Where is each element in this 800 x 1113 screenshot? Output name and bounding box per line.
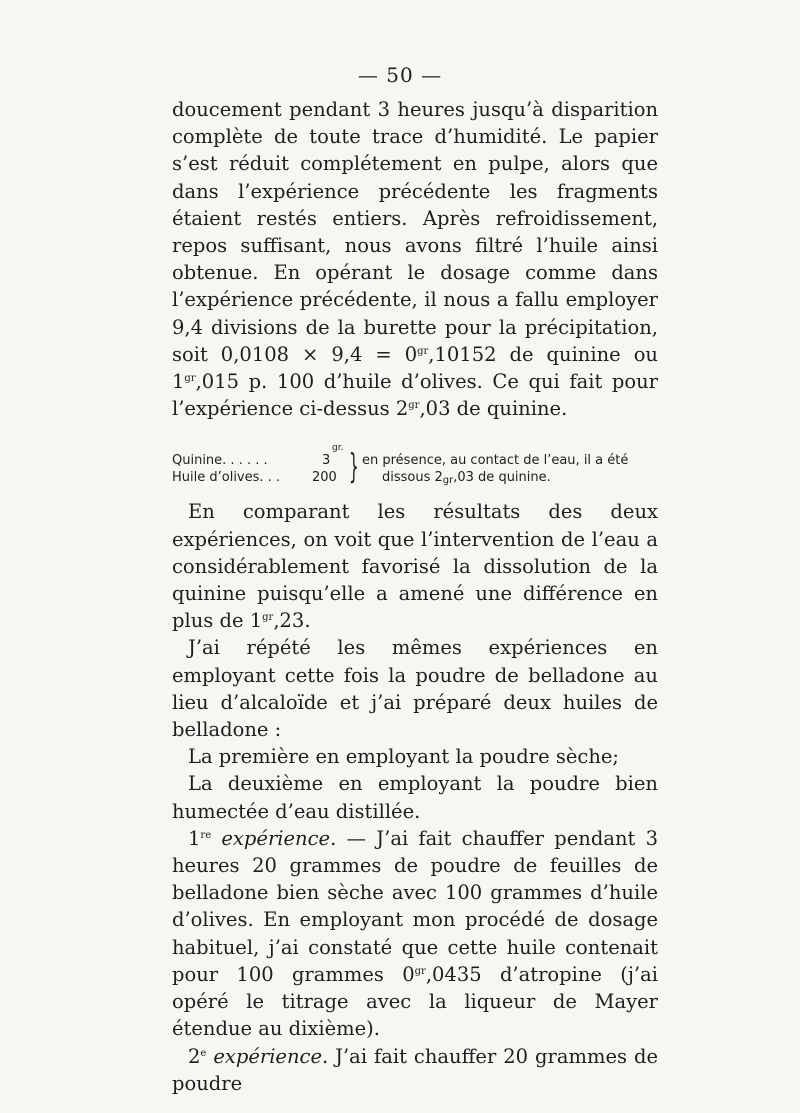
- ordinal-suffix: e: [200, 1047, 207, 1059]
- paragraph-6-text-b: ,0435 d’atropine (j’ai opéré le titrage avec la liqueur de Mayer étendue au dixième).: [172, 962, 658, 1041]
- paragraph-1: [172, 96, 658, 422]
- table-row-2-value: 200: [312, 470, 337, 486]
- paragraph-3: J’ai répété les mêmes expériences en employant cette fois la poudre de belladone au lieu d’alcaloïde et j’ai préparé deux huiles de belladone :: [172, 636, 658, 742]
- paragraph-4: La première en employant la poudre sèche;: [188, 745, 619, 769]
- unit-gr: gr: [414, 965, 426, 977]
- table-note-line-2: [382, 469, 551, 486]
- paragraph-2-text-b: ,23.: [273, 609, 311, 633]
- paragraph-6-text-a: — J’ai fait chauffer pendant 3 heures 20 grammes de poudre de feuilles de belladone bien sèche avec 100 grammes d’huile d’olives. En employant mon procédé de dosage habituel, j’ai constaté que cette huile contenait pour 100 grammes 0: [172, 826, 658, 986]
- experiment-number: 1: [188, 826, 201, 850]
- paragraph-1-text-a: doucement pendant 3 heures jusqu’à disparition complète de toute trace d’humidité. Le papier s’est réduit complétement en pulpe, alors que dans l’expérience précédente les fragments étaient restés entiers. Après refroidissement, repos suffisant, nous avons filtré l’huile ainsi obtenue. En opérant le dosage comme dans l’expérience précédente, il nous a fallu employer 9,4 divisions de la burette pour la précipitation, soit 0,0108 × 9,4 = 0: [172, 98, 658, 366]
- table-row-2-label: Huile d’olives. . .: [172, 470, 281, 486]
- paragraph-5: La deuxième en employant la poudre bien humectée d’eau distillée.: [172, 772, 658, 823]
- page-number: — 50 —: [357, 63, 443, 87]
- paragraph-7: [172, 1043, 658, 1097]
- table-row-1-value: 3: [322, 453, 331, 469]
- unit-gr: gr: [408, 400, 420, 412]
- unit-gr: gr: [417, 345, 429, 357]
- table-unit: gr.: [332, 443, 344, 454]
- note-text-a: dissous 2: [382, 470, 443, 486]
- paragraph-7-text: J’ai fait chauffer 20 grammes de poudre: [172, 1044, 658, 1095]
- experiment-label: expérience.: [221, 826, 337, 850]
- note-text-b: ,03 de quinine.: [453, 470, 551, 486]
- composition-table: [172, 440, 658, 498]
- table-note-line-1: en présence, au contact de l’eau, il a été: [362, 453, 629, 469]
- unit-gr: gr: [262, 612, 274, 624]
- body-text: [172, 96, 658, 1097]
- unit-gr: gr: [442, 475, 454, 487]
- ordinal-suffix: re: [200, 829, 212, 841]
- experiment-label: expérience.: [213, 1044, 329, 1068]
- unit-gr: gr: [184, 373, 196, 385]
- paragraph-2-text-a: En comparant les résultats des deux expériences, on voit que l’intervention de l’eau a considérablement favorisé la dissolution de la quinine puisqu’elle a amené une différence en plus de 1: [172, 500, 658, 633]
- paragraph-1-text-c: ,015 p. 100 d’huile d’olives. Ce qui fait pour l’expérience ci-dessus 2: [172, 370, 658, 421]
- table-row-1-label: Quinine. . . . . .: [172, 453, 268, 469]
- paragraph-2: [172, 498, 658, 634]
- brace-icon: }: [349, 447, 359, 488]
- experiment-number: 2: [188, 1044, 201, 1068]
- paragraph-1-text-d: ,03 de quinine.: [419, 397, 568, 421]
- paragraph-6: [172, 825, 658, 1043]
- paragraph-1-text-b: ,10152 de quinine ou 1: [172, 342, 658, 394]
